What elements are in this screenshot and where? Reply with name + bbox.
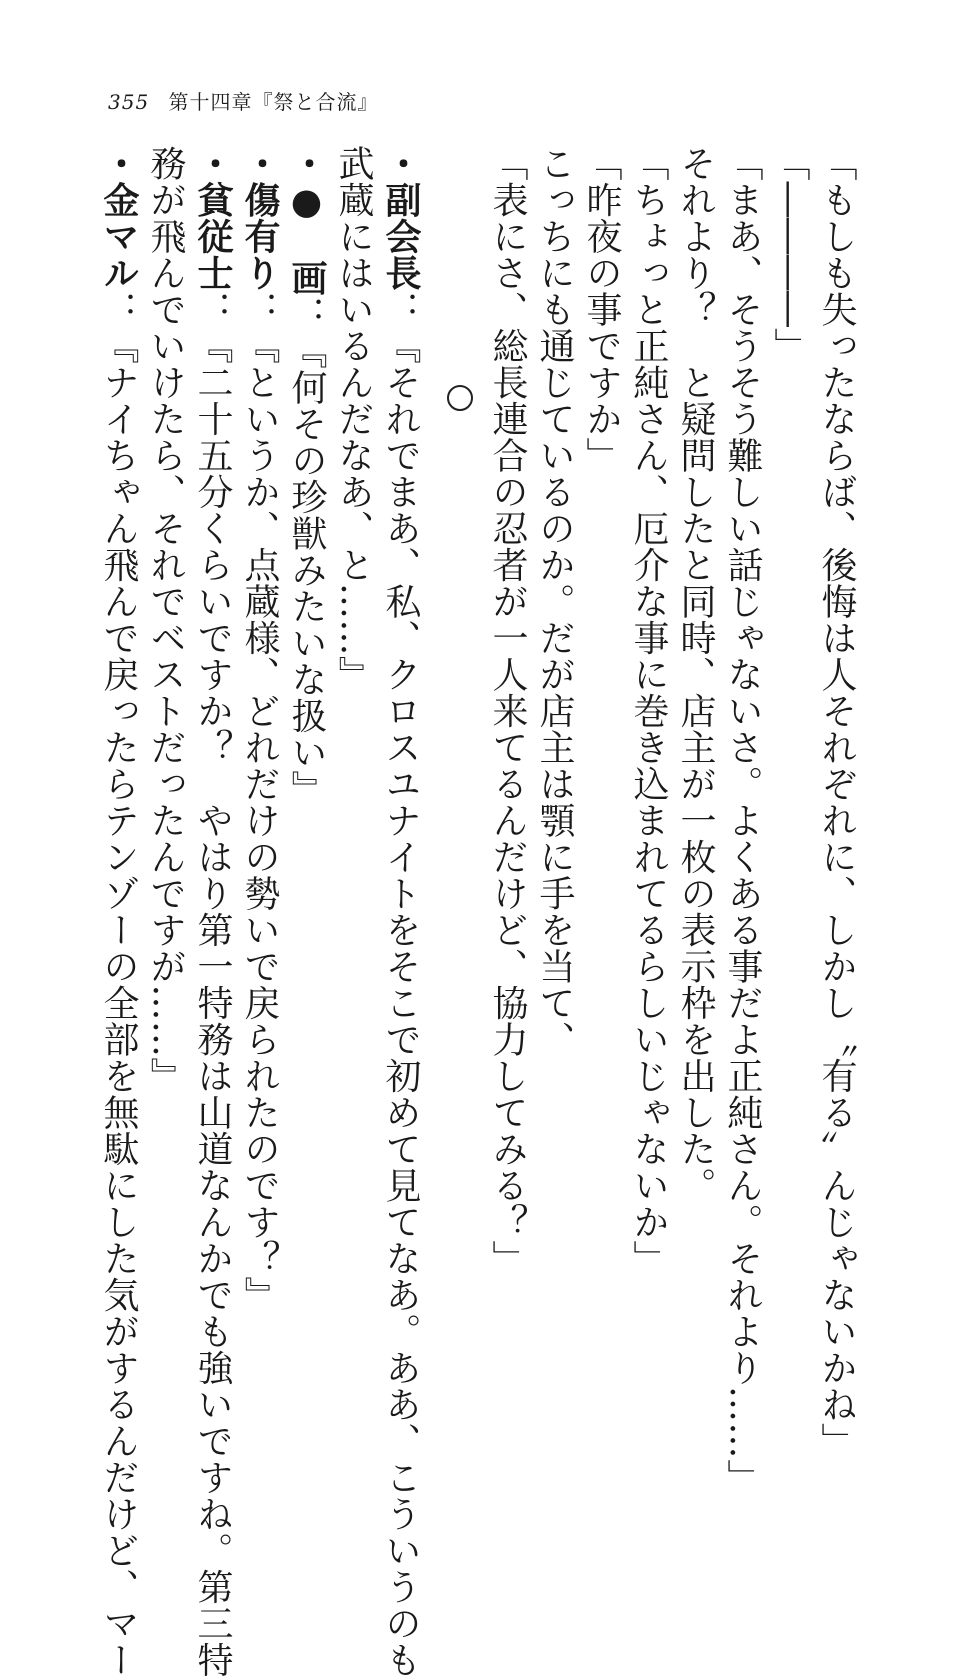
chat-text: 『何その珍獣みたいな扱い』 (286, 333, 327, 808)
text-line: それより？ と疑問したと同時、店主が一枚の表示枠を出した。 (672, 145, 719, 1325)
running-header (108, 86, 379, 115)
chat-text: 『というか、点蔵様、どれだけの勢いで戻られたのです？』 (239, 328, 280, 1314)
chat-text: 『ナイちゃん飛んで戻ったらテンゾーの全部を無駄にした気がするんだけど、マー (98, 328, 139, 1678)
chat-text: 務が飛んでいけたら、それでベストだったんですが……』 (145, 145, 186, 1094)
chat-separator: ： (98, 291, 139, 328)
chat-speaker: ・傷有り (239, 145, 280, 291)
chat-speaker: ・貧従士 (192, 145, 233, 291)
chat-line (142, 145, 189, 1325)
chapter-title: 第十四章『祭と合流』 (169, 90, 379, 114)
chat-text: 武蔵にはいるんだなあ、と……』 (333, 145, 374, 693)
chat-speaker: ・金マル (98, 145, 139, 291)
page-number: 355 (108, 90, 149, 114)
chat-text: 『二十五分くらいですか？ やはり第一特務は山道なんかでも強いですね。第三特 (192, 328, 233, 1678)
chat-separator: ： (192, 291, 233, 328)
chat-line (330, 145, 377, 1325)
text-line: 「表にさ、総長連合の忍者が一人来てるんだけど、協力してみる？」 (484, 145, 531, 1325)
chat-text: 『それでまあ、私、クロスユナイトをそこで初めて見てなあ。ああ、こういうのも (380, 328, 421, 1678)
chat-separator: ： (286, 296, 327, 333)
section-break (424, 145, 484, 1325)
text-line: 「――――」 (766, 145, 813, 1325)
text-line: 「ちょっと正純さん、厄介な事に巻き込まれてるらしいじゃないか」 (625, 145, 672, 1325)
chat-speaker: ・● 画 (286, 145, 327, 296)
text-line: こっちにも通じているのか。だが店主は顎に手を当て、 (531, 145, 578, 1325)
chat-line (189, 145, 236, 1325)
text-line: 「昨夜の事ですか」 (578, 145, 625, 1325)
text-line: 「まあ、そうそう難しい話じゃないさ。よくある事だよ正純さん。それより……」 (719, 145, 766, 1325)
vertical-text-body (60, 145, 860, 1325)
section-circle-mark (447, 385, 473, 411)
chat-line (236, 145, 283, 1325)
chat-line (95, 145, 142, 1325)
chat-speaker: ・副会長 (380, 145, 421, 291)
text-line: 「もしも失ったならば、後悔は人それぞれに、しかし〝有る〟んじゃないかね」 (813, 145, 860, 1325)
chat-separator: ： (380, 291, 421, 328)
chat-line (377, 145, 424, 1325)
chat-separator: ： (239, 291, 280, 328)
chat-line (283, 145, 330, 1325)
